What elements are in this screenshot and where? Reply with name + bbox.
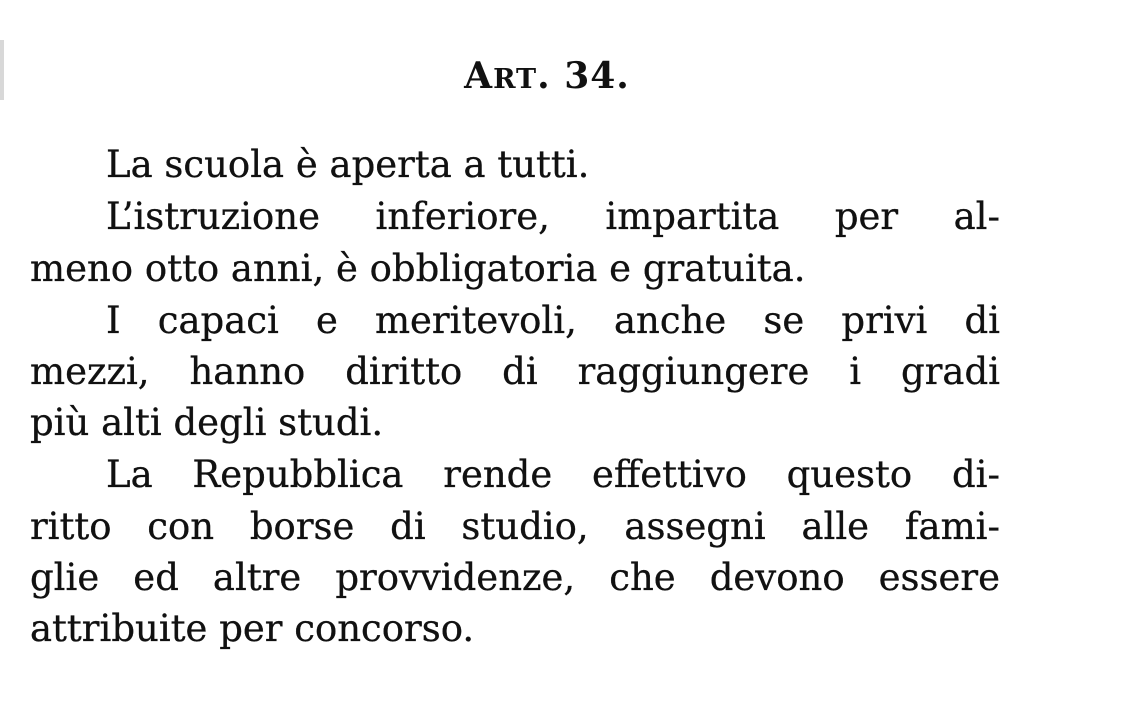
article-heading: [30, 52, 1064, 104]
paragraph-2-line-1: L’istruzione inferiore, impartita per al-: [106, 195, 1000, 238]
scan-edge: [0, 40, 4, 100]
paragraph-4-line-2: ritto con borse di studio, assegni alle fami-: [30, 505, 1000, 548]
paragraph-4-line-1: La Repubblica rende effettivo questo di-: [106, 453, 1000, 496]
paragraph-2-line-2: meno otto anni, è obbligatoria e gratuita.: [30, 247, 806, 290]
paragraph-4-line-4: attribuite per concorso.: [30, 607, 475, 650]
article-heading-initial: A: [464, 55, 494, 97]
paragraph-3-line-3: più alti degli studi.: [30, 401, 384, 444]
article-heading-number: . 34.: [537, 55, 630, 97]
paragraph-3-line-2: mezzi, hanno diritto di raggiungere i gradi: [30, 350, 1000, 393]
article-heading-smallcaps: RT: [493, 64, 538, 95]
document-page: [30, 0, 1010, 717]
paragraph-4-line-3: glie ed altre provvidenze, che devono essere: [30, 556, 1000, 599]
paragraph-1-line-1: La scuola è aperta a tutti.: [106, 143, 590, 186]
paragraph-3-line-1: I capaci e meritevoli, anche se privi di: [106, 299, 1000, 342]
